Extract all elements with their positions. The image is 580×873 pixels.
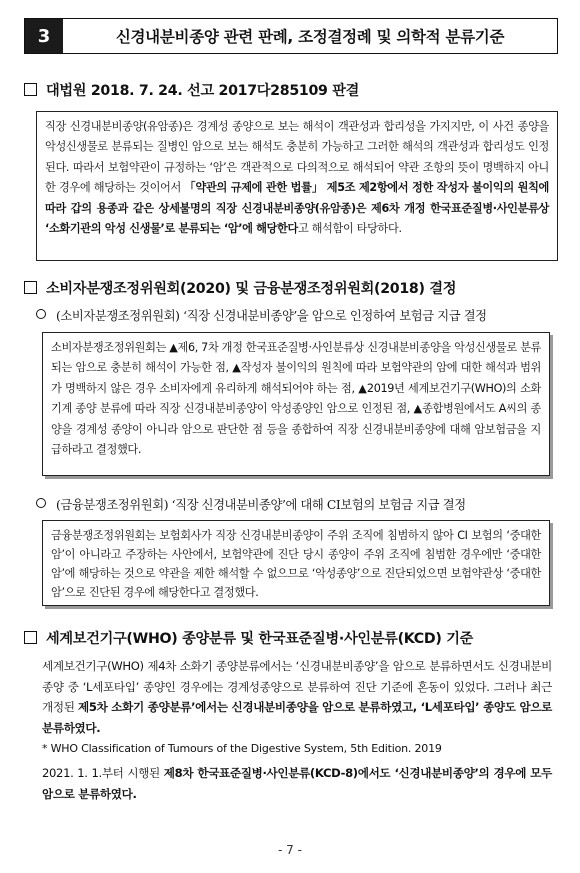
who-text-1: 세계보건기구(WHO) 제4차 소화기 종양분류에서는 ‘신경내분비종양’을 암으로 분류하면서도 신경내분비종양 중 ‘L세포타입’ 종양인 경우에는 경계성종양으로 분류하여 진단 기준에 혼동이 있었다. 그러나 최근 개정된 xyxy=(42,659,552,715)
kcd-text-bold: 제8차 한국표준질병·사인분류(KCD-8)에서도 ‘신경내분비종양’의 경우에 모두 암으로 분류하였다. xyxy=(42,766,552,801)
ruling-text-1: 직장 신경내분비종양(유암종)은 경계성 종양으로 보는 해석이 객관성과 합리성을 가지지만, 이 사건 종양을 악성신생물로 분류되는 질병인 암으로 보는 해석도 충분히 가능하고 그러한 해석의 객관성과 합리성도 인정된다. 따라서 보험약관이 규정하는 ‘암’은 객관적으로 다의적으로 해석되어 약관 조항의 뜻이 명백하지 아니한 경우에 해당하는 것이어서 xyxy=(45,120,549,195)
court-ruling-box xyxy=(36,111,558,261)
section3-heading-text: 세계보건기구(WHO) 종양분류 및 한국표준질병·사인분류(KCD) 기준 xyxy=(46,631,474,647)
consumer-committee-box xyxy=(42,332,550,476)
sub1-text: (소비자분쟁조정위원회) ‘직장 신경내분비종양’을 암으로 인정하여 보험금 지급 결정 xyxy=(56,309,487,323)
ruling-text-bold: 「약관의 규제에 관한 법률」 제5조 제2항에서 정한 작성자 불이익의 원칙에 따라 갑의 용종과 같은 상세불명의 직장 신경내분비종양(유암종)은 제6차 개정 한국표준질병·사인분류상 ‘소화기관의 악성 신생물’로 분류되는 ‘암’에 해당한다 xyxy=(45,181,549,236)
chapter-title: 신경내분비종양 관련 판례, 조정결정례 및 의학적 분류기준 xyxy=(115,28,505,46)
financial-committee-box xyxy=(42,520,550,606)
who-text-bold: 제5차 소화기 종양분류’에서는 신경내분비종양을 암으로 분류하였고, ‘L세포타입’ 종양도 암으로 분류하였다. xyxy=(42,700,553,735)
section2-heading xyxy=(24,278,456,298)
financial-committee-text: 금융분쟁조정위원회는 보험회사가 직장 신경내분비종양이 주위 조직에 침범하지 않아 CI 보험의 ‘중대한 암’이 아니라고 주장하는 사안에서, 보험약관에 진단 당시 종양이 주위 조직에 침범한 경우에만 ‘중대한 암’에 해당하는 것으로 약관을 제한 해석할 수 없으므로 ‘악성종양’으로 진단되었으면 보험약관상 ‘중대한 암’으로 진단된 경우에 해당한다고 결정했다. xyxy=(51,529,541,599)
section1-heading-text: 대법원 2018. 7. 24. 선고 2017다285109 판결 xyxy=(46,83,360,99)
section1-heading xyxy=(24,80,359,100)
kcd-text-1: 2021. 1. 1.부터 시행된 xyxy=(42,766,164,780)
sub2-text: (금융분쟁조정위원회) ‘직장 신경내분비종양’에 대해 CI보험의 보험금 지급 결정 xyxy=(56,498,466,512)
checkbox-square-icon xyxy=(24,631,37,644)
consumer-committee-subheading xyxy=(36,306,487,324)
bullet-circle-icon xyxy=(36,309,46,319)
who-footnote: * WHO Classification of Tumours of the Digestive System, 5th Edition. 2019 xyxy=(42,742,442,755)
page-number: - 7 - xyxy=(278,843,302,857)
consumer-committee-text: 소비자분쟁조정위원회는 ▲제6, 7차 개정 한국표준질병·사인분류상 신경내분비종양을 악성신생물로 분류되는 암으로 충분히 해석이 가능한 점, ▲작성자 불이익의 원칙에 따라 보험약관의 암에 대한 해석과 범위가 명백하지 않은 경우 소비자에게 유리하게 해석되어야 하는 점, ▲2019년 세계보건기구(WHO)의 소화기계 종양 분류에 따라 직장 신경내분비종양이 악성종양인 암으로 인정된 점, ▲종합병원에서도 A씨의 종양을 경계성 종양이 아니라 암으로 판단한 점 등을 종합하여 직장 신경내분비종양에 대해 암보험금을 지급하라고 결정했다. xyxy=(51,341,541,457)
chapter-header xyxy=(24,18,558,54)
section2-heading-text: 소비자분쟁조정위원회(2020) 및 금융분쟁조정위원회(2018) 결정 xyxy=(46,281,457,297)
section3-heading xyxy=(24,628,473,648)
bullet-circle-icon xyxy=(36,498,46,508)
checkbox-square-icon xyxy=(24,281,37,294)
checkbox-square-icon xyxy=(24,83,37,96)
ruling-text-2: 고 해석함이 타당하다. xyxy=(297,222,402,236)
kcd-paragraph xyxy=(42,763,552,804)
financial-committee-subheading xyxy=(36,495,466,513)
who-classification-paragraph xyxy=(42,656,552,738)
chapter-number: 3 xyxy=(25,19,63,53)
